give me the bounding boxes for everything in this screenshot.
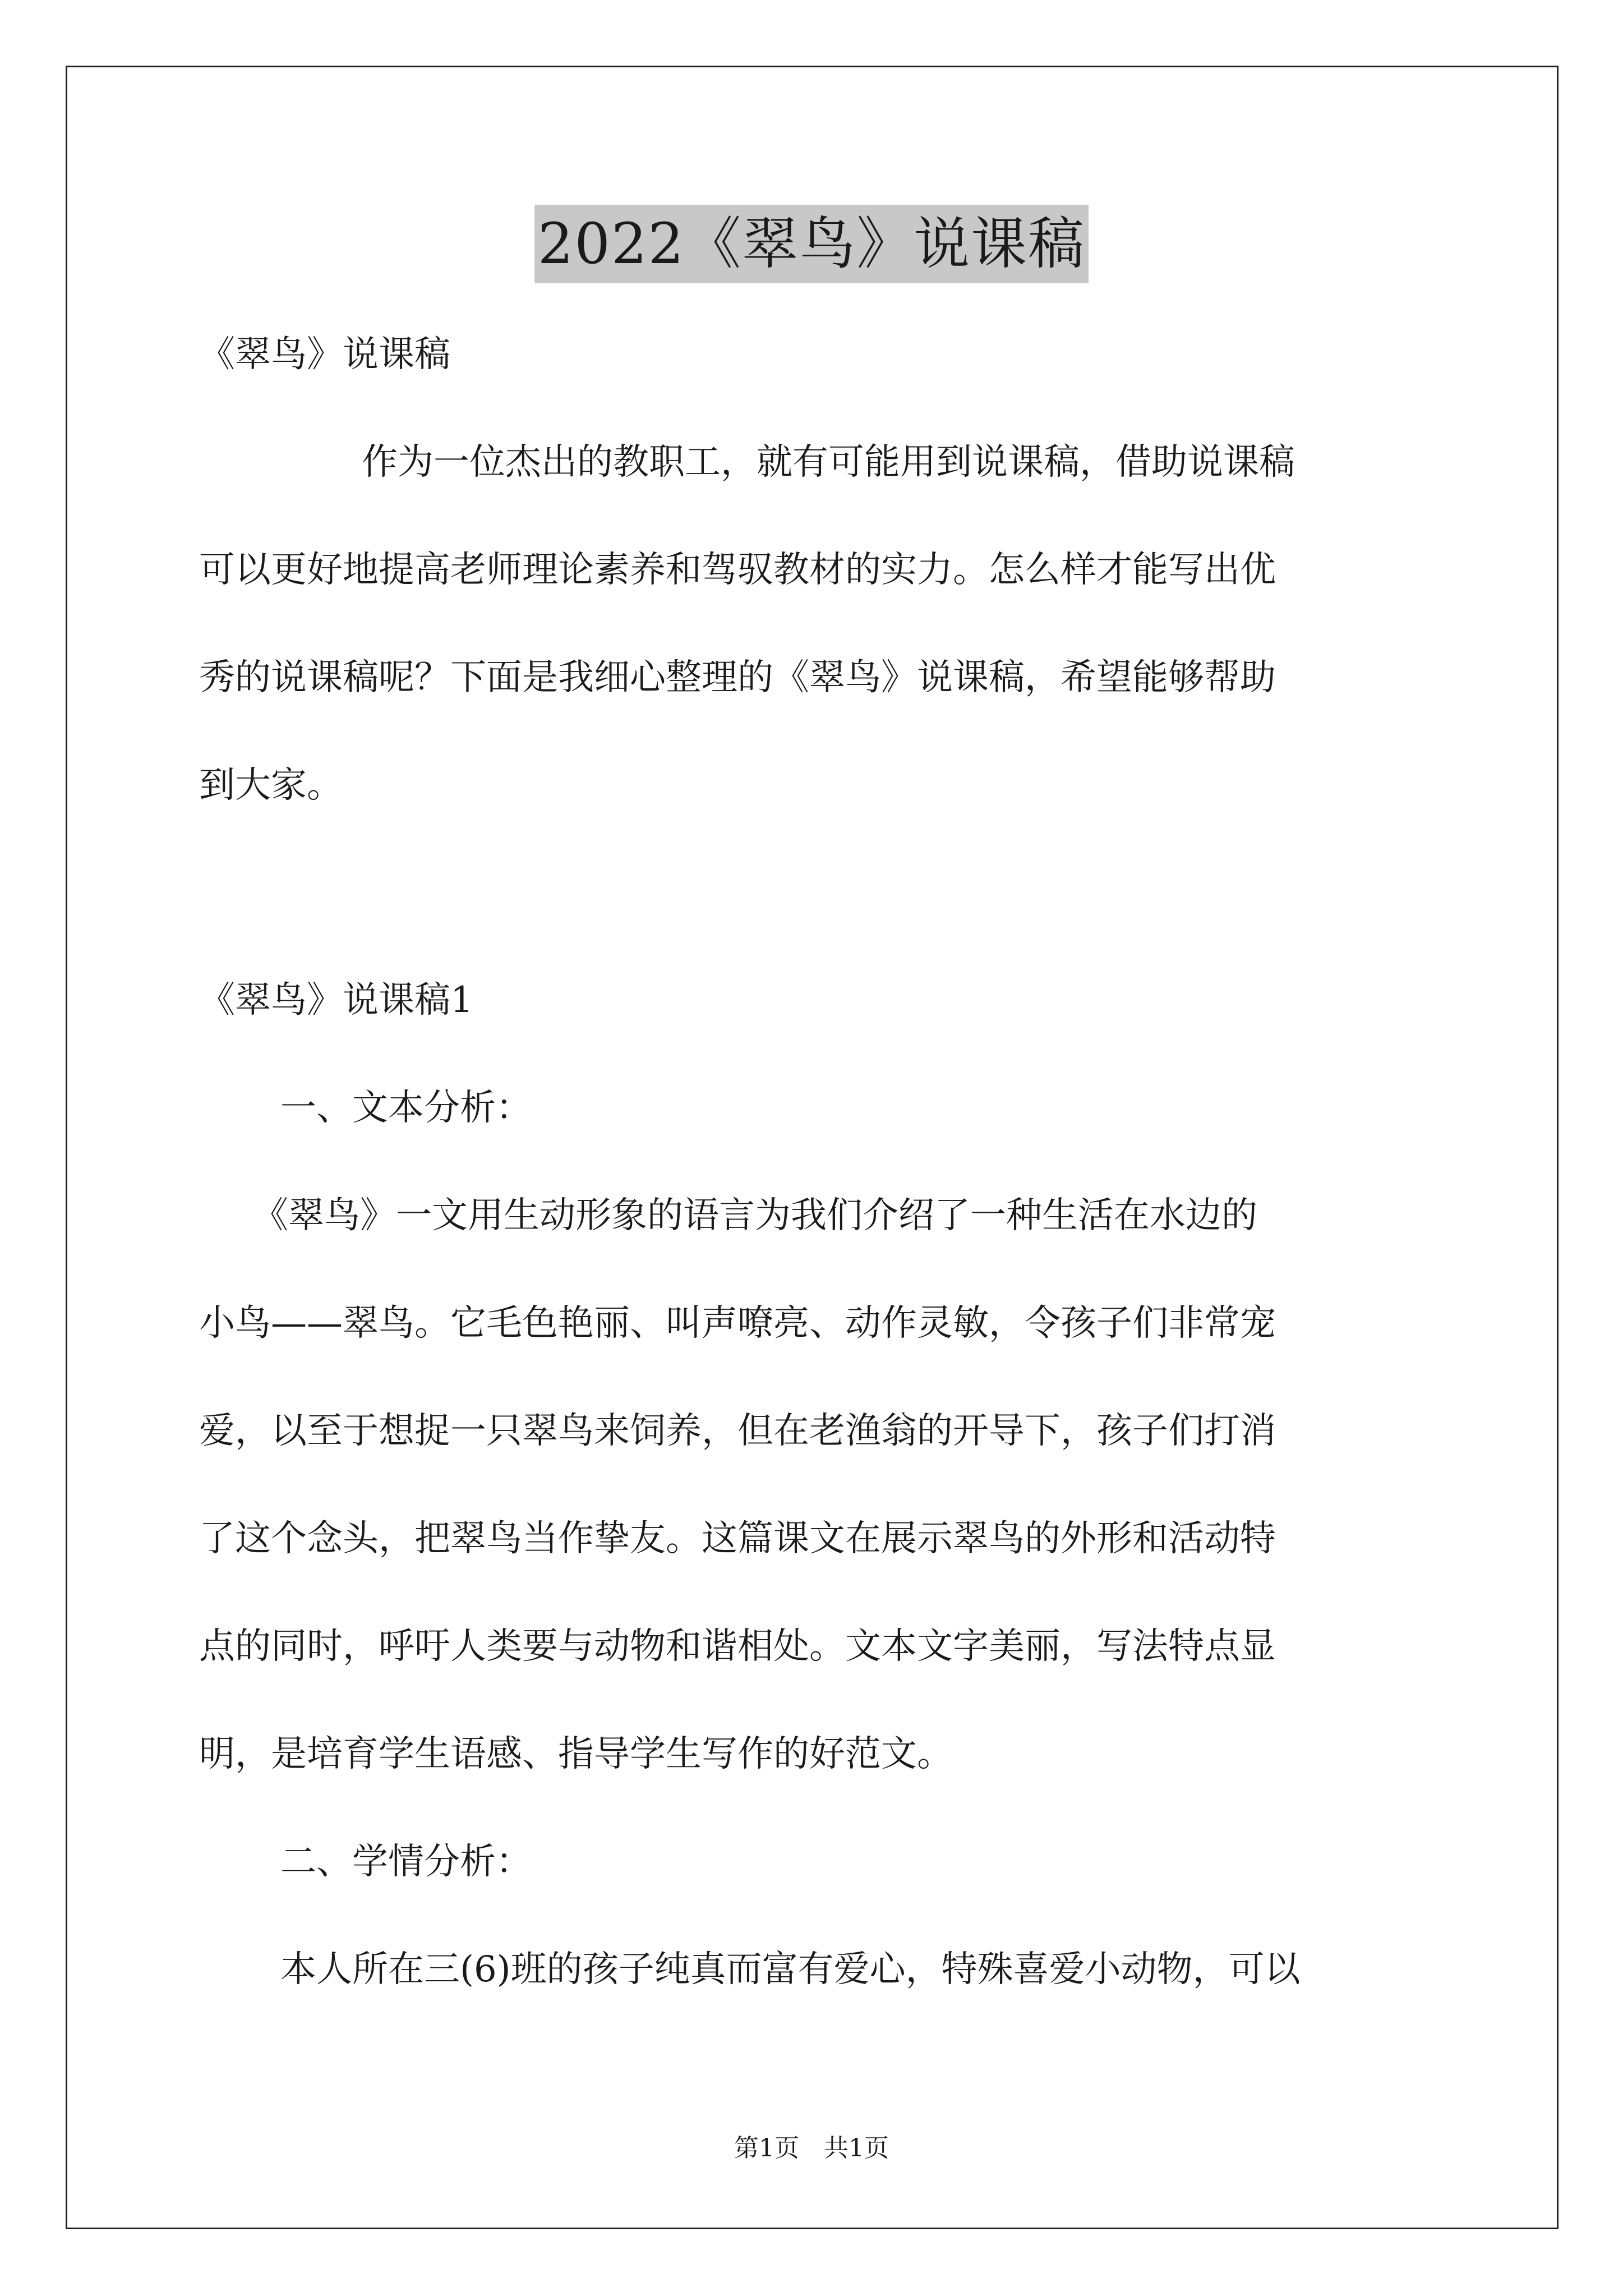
heading-line (199, 1835, 1427, 1889)
document-title: 2022《翠鸟》说课稿 (534, 205, 1089, 283)
paragraph-line (199, 1405, 1427, 1458)
paragraph-line (199, 1943, 1427, 1996)
paragraph-text: 《翠鸟》一文用生动形象的语言为我们介绍了一种生活在水边的 (252, 1195, 1257, 1236)
subtitle-line (199, 328, 1427, 381)
intro-line (199, 544, 1427, 597)
paragraph-line (199, 1189, 1427, 1243)
paragraph-line (199, 1512, 1427, 1566)
intro-line (199, 759, 1427, 812)
intro-text: 可以更好地提高老师理论素养和驾驭教材的实力。怎么样才能写出优 (199, 549, 1276, 591)
page-footer (0, 2132, 1623, 2165)
intro-text: 作为一位杰出的教职工，就有可能用到说课稿，借助说课稿 (362, 441, 1295, 483)
section-title: 《翠鸟》说课稿1 (199, 979, 473, 1021)
paragraph-text: 明，是培育学生语感、指导学生写作的好范文。 (199, 1733, 953, 1775)
page-number: 第1页 (734, 2134, 799, 2162)
paragraph-text: 爱，以至于想捉一只翠鸟来饲养，但在老渔翁的开导下，孩子们打消 (199, 1410, 1276, 1452)
intro-text: 秀的说课稿呢？下面是我细心整理的《翠鸟》说课稿，希望能够帮助 (199, 657, 1276, 698)
heading-text-students: 二、学情分析： (280, 1841, 532, 1883)
intro-text: 到大家。 (199, 765, 343, 806)
subtitle: 《翠鸟》说课稿 (199, 334, 450, 375)
total-pages: 共1页 (824, 2134, 889, 2162)
section-title-line (199, 974, 1427, 1027)
title-container (0, 205, 1623, 283)
paragraph-text: 小鸟——翠鸟。它毛色艳丽、叫声嘹亮、动作灵敏，令孩子们非常宠 (199, 1303, 1276, 1344)
document-body (199, 311, 1427, 1996)
paragraph-text: 了这个念头，把翠鸟当作挚友。这篇课文在展示翠鸟的外形和活动特 (199, 1518, 1276, 1559)
paragraph-line (199, 1620, 1427, 1673)
paragraph-text: 本人所在三(6)班的孩子纯真而富有爱心，特殊喜爱小动物，可以 (280, 1949, 1301, 1990)
paragraph-text: 点的同时，呼吁人类要与动物和谐相处。文本文字美丽，写法特点显 (199, 1626, 1276, 1667)
heading-line (199, 1082, 1427, 1135)
intro-line (199, 436, 1427, 489)
paragraph-line (199, 1728, 1427, 1781)
paragraph-line (199, 1297, 1427, 1350)
heading-text-analysis: 一、文本分析： (280, 1087, 532, 1129)
intro-line (199, 651, 1427, 705)
